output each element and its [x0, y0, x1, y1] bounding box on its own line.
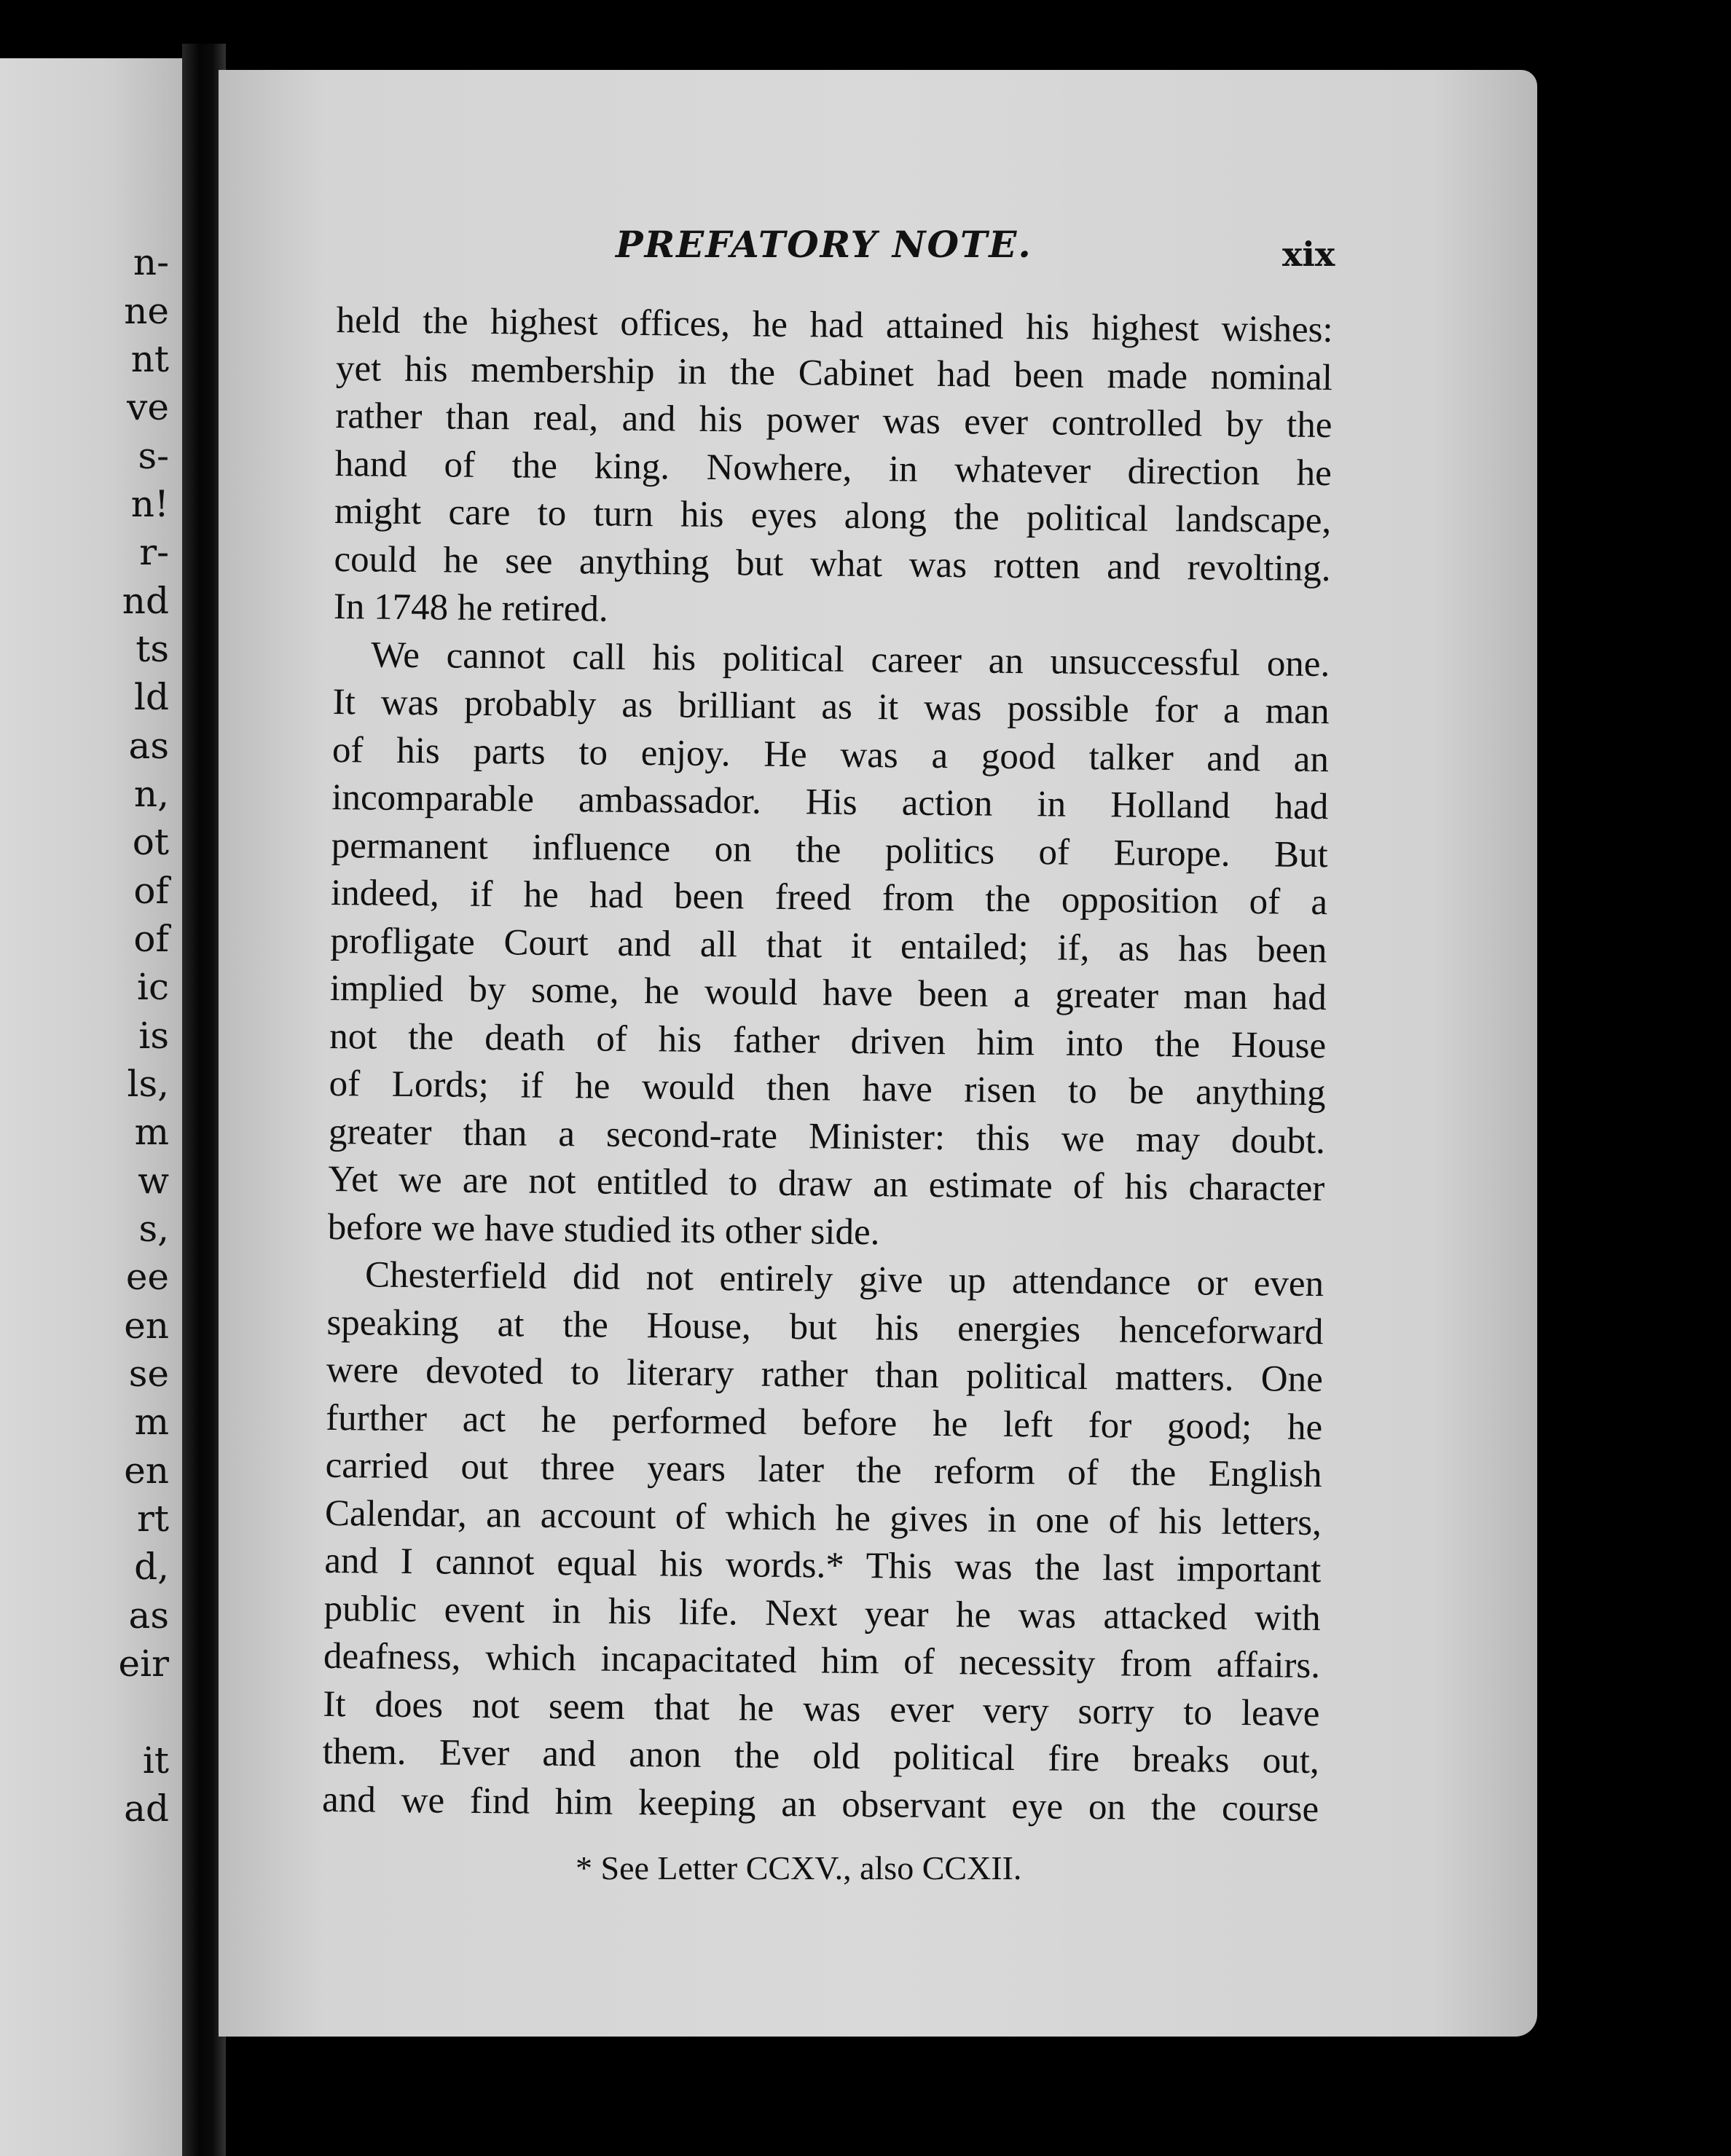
left-page-fragment: ts [136, 628, 169, 670]
text-line: It was probably as brilliant as it was possible for a man [332, 681, 1330, 733]
paragraph [322, 1251, 1324, 1833]
left-page-fragment: of [133, 918, 169, 960]
text-line: It does not seem that he was ever very sorry to leave [323, 1683, 1320, 1734]
left-page-fragment: nd [122, 580, 169, 622]
left-page-fragment: rt [137, 1498, 169, 1540]
text-line: them. Ever and anon the old political fire breaks out, [322, 1731, 1320, 1782]
left-page-fragment: as [128, 1594, 169, 1637]
running-head-title: PREFATORY NOTE. [616, 223, 1032, 266]
text-line: Calendar, an account of which he gives in one of his letters, [324, 1492, 1322, 1543]
left-page-fragment: w [138, 1160, 169, 1202]
left-page-fragment: ic [137, 966, 169, 1008]
text-line: deafness, which incapacitated him of necessity from affairs. [323, 1635, 1321, 1687]
paragraph [327, 631, 1330, 1261]
text-line: hand of the king. Nowhere, in whatever direction he [334, 443, 1332, 494]
text-line: might care to turn his eyes along the political landscape, [334, 490, 1332, 542]
left-page-fragment: ld [134, 676, 169, 718]
footnote: * See Letter CCXV., also CCXII. [576, 1849, 1022, 1886]
left-page-fragment: r- [139, 531, 169, 573]
left-page-fragment: s- [138, 435, 169, 477]
left-page-fragment: ad [124, 1787, 169, 1830]
text-line: carried out three years later the reform of the English [325, 1444, 1322, 1496]
left-page-fragment: n- [133, 241, 169, 283]
text-line: further act he performed before he left for good; he [325, 1397, 1323, 1448]
text-line: Chesterfield did not entirely give up attendance or even [364, 1254, 1324, 1305]
text-line: were devoted to literary rather than political matters. One [326, 1349, 1324, 1401]
text-line: We cannot call his political career an unsuccessful one. [371, 634, 1330, 685]
text-line: rather than real, and his power was ever controlled by the [335, 395, 1332, 446]
left-page-fragment: n! [130, 483, 169, 525]
left-page-fragment: en [124, 1449, 169, 1492]
left-page-fragment: d, [134, 1546, 169, 1588]
left-page-fragment: m [134, 1401, 169, 1443]
text-line: of Lords; if he would then have risen to be anything [329, 1063, 1326, 1114]
left-page-fragment: en [124, 1305, 169, 1347]
left-page-fragment: ne [124, 290, 169, 332]
left-page-fragment: s, [138, 1208, 169, 1250]
text-line: greater than a second-rate Minister: this we may doubt. [328, 1111, 1326, 1162]
text-line: indeed, if he had been freed from the opposition of a [330, 872, 1328, 924]
left-page-fragment: of [133, 870, 169, 912]
text-line: Yet we are not entitled to draw an estimate of his character [328, 1158, 1325, 1210]
text-line: before we have studied its other side. [327, 1206, 880, 1253]
left-page-fragment: n, [133, 773, 169, 815]
left-page-fragment: ee [125, 1256, 169, 1298]
text-line: implied by some, he would have been a greater man had [329, 967, 1327, 1019]
text-line: and I cannot equal his words.* This was the last important [324, 1540, 1322, 1592]
text-line: yet his membership in the Cabinet had been made nominal [335, 347, 1333, 398]
left-page-fragment: m [134, 1111, 169, 1153]
left-page-fragment: is [138, 1015, 169, 1057]
text-line: held the highest offices, he had attained his highest wishes: [336, 299, 1333, 351]
page-number: xix [1282, 235, 1335, 274]
body-text [322, 297, 1333, 1833]
text-line: not the death of his father driven him into the House [329, 1015, 1327, 1066]
text-line: In 1748 he retired. [333, 586, 608, 630]
text-line: public event in his life. Next year he was attacked with [323, 1588, 1321, 1639]
left-page-fragment: ve [127, 386, 169, 428]
left-page-edge [0, 58, 182, 2156]
left-page-fragment: it [142, 1739, 169, 1782]
left-page-fragment: eir [118, 1642, 169, 1685]
left-page-fragment: ls, [127, 1063, 169, 1105]
text-line: profligate Court and all that it entailed; if, as has been [330, 920, 1327, 971]
left-page-fragment: ot [132, 821, 169, 863]
paragraph [334, 297, 1333, 641]
text-line: could he see anything but what was rotten and revolting. [334, 538, 1331, 589]
text-line: speaking at the House, but his energies henceforward [326, 1302, 1324, 1353]
left-page-fragment: as [128, 725, 169, 767]
text-line: and we find him keeping an observant eye on the course [321, 1779, 1319, 1830]
text-line: incomparable ambassador. His action in Holland had [331, 776, 1329, 828]
text-line: permanent influence on the politics of Europe. But [331, 825, 1328, 876]
left-page-fragment: nt [130, 338, 169, 380]
text-line: of his parts to enjoy. He was a good talker and an [331, 729, 1330, 780]
left-page-fragment: se [128, 1353, 169, 1395]
